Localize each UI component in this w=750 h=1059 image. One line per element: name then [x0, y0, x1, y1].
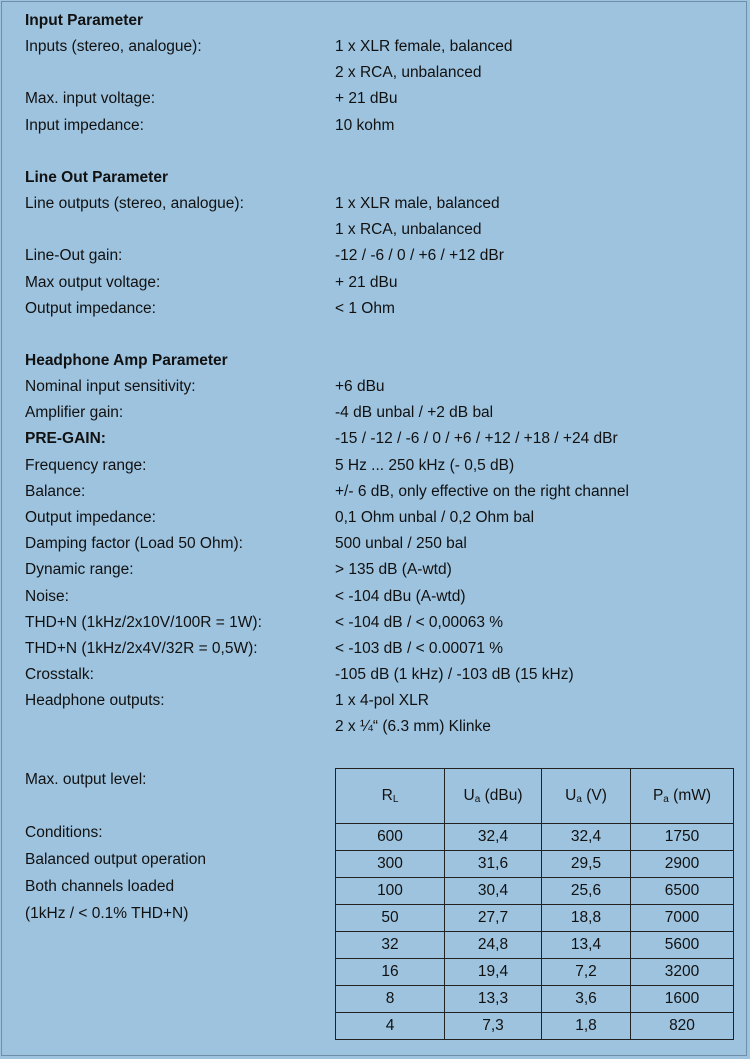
input-section	[25, 8, 725, 139]
table-cell: 32,4	[542, 824, 631, 851]
table-cell: 600	[336, 824, 445, 851]
conditions-line: Balanced output operation	[25, 851, 206, 868]
spec-row	[25, 374, 725, 400]
spec-row	[25, 191, 725, 217]
conditions-block	[25, 819, 325, 927]
spec-label: Dynamic range:	[25, 561, 134, 579]
spec-value: -4 dB unbal / +2 dB bal	[335, 404, 494, 422]
table-cell: 7,3	[445, 1013, 542, 1040]
spec-row	[25, 426, 725, 452]
spec-label: Amplifier gain:	[25, 404, 124, 422]
spec-row	[25, 557, 725, 583]
table-cell: 24,8	[445, 932, 542, 959]
spec-label	[25, 60, 335, 86]
spec-row	[25, 584, 725, 610]
spec-row	[25, 400, 725, 426]
spec-value: +6 dBu	[335, 378, 385, 395]
table-cell: 5600	[631, 932, 734, 959]
table-cell: 7,2	[542, 959, 631, 986]
spec-value: 10 kohm	[335, 116, 395, 134]
output-level-label-block	[25, 766, 325, 793]
table-cell: 32	[336, 932, 445, 959]
table-row	[336, 932, 734, 959]
headphone-section	[25, 348, 725, 741]
spec-value: + 21 dBu	[335, 273, 398, 291]
table-cell: 31,6	[445, 851, 542, 878]
table-cell: 3200	[631, 959, 734, 986]
spec-label: Damping factor (Load 50 Ohm):	[25, 535, 243, 553]
conditions-line: (1kHz / < 0.1% THD+N)	[25, 905, 189, 922]
table-row	[336, 1013, 734, 1040]
header-rl: $R_L$	[336, 769, 445, 824]
spec-value: 1 x XLR male, balanced	[335, 195, 500, 212]
spec-value: -15 / -12 / -6 / 0 / +6 / +12 / +18 / +24 dBr	[335, 430, 618, 448]
table-cell: 29,5	[542, 851, 631, 878]
spec-row	[25, 531, 725, 557]
table-row	[336, 878, 734, 905]
spec-value: < -104 dBu (A-wtd)	[335, 587, 466, 605]
spec-label: Frequency range:	[25, 456, 147, 474]
spec-value: 2 x ¼“ (6.3 mm) Klinke	[335, 718, 491, 736]
headphone-heading: Headphone Amp Parameter	[25, 352, 228, 369]
spec-row	[25, 505, 725, 531]
spec-row	[25, 60, 725, 86]
header-pa-mw: $P_a$ (mW)	[631, 769, 734, 824]
spec-row	[25, 86, 725, 112]
spec-label: Balance:	[25, 482, 86, 500]
spec-row	[25, 34, 725, 60]
table-cell: 7000	[631, 905, 734, 932]
spec-value: 1 x 4-pol XLR	[335, 692, 429, 710]
spec-row	[25, 662, 725, 688]
table-cell: 6500	[631, 878, 734, 905]
spec-value: 2 x RCA, unbalanced	[335, 64, 482, 82]
table-cell: 1600	[631, 986, 734, 1013]
spec-label: Headphone outputs:	[25, 692, 165, 710]
table-cell: 2900	[631, 851, 734, 878]
spec-label	[25, 217, 335, 243]
spec-sheet	[1, 1, 747, 1056]
table-cell: 32,4	[445, 824, 542, 851]
spec-value: -12 / -6 / 0 / +6 / +12 dBr	[335, 247, 504, 265]
spec-row	[25, 270, 725, 296]
spec-label: Line outputs (stereo, analogue):	[25, 195, 244, 212]
spec-value: 0,1 Ohm unbal / 0,2 Ohm bal	[335, 508, 535, 526]
spec-label: Output impedance:	[25, 299, 156, 317]
spec-row	[25, 113, 725, 139]
spec-row	[25, 479, 725, 505]
spec-label: Noise:	[25, 587, 69, 605]
spec-label: Max output voltage:	[25, 273, 161, 291]
spec-row	[25, 636, 725, 662]
spec-value: 5 Hz ... 250 kHz (- 0,5 dB)	[335, 456, 515, 474]
table-cell: 16	[336, 959, 445, 986]
spec-row	[25, 610, 725, 636]
spec-label: THD+N (1kHz/2x10V/100R = 1W):	[25, 613, 262, 631]
table-cell: 13,4	[542, 932, 631, 959]
spec-row	[25, 296, 725, 322]
table-cell: 8	[336, 986, 445, 1013]
table-cell: 30,4	[445, 878, 542, 905]
table-cell: 1750	[631, 824, 734, 851]
spec-value: +/- 6 dB, only effective on the right channel	[335, 482, 629, 500]
spec-value: > 135 dB (A-wtd)	[335, 561, 452, 579]
spec-value: < 1 Ohm	[335, 299, 395, 317]
conditions-line: Both channels loaded	[25, 878, 175, 895]
table-cell: 3,6	[542, 986, 631, 1013]
table-row	[336, 905, 734, 932]
table-row	[336, 851, 734, 878]
output-level-table	[335, 768, 734, 1040]
spec-label: Output impedance:	[25, 508, 156, 526]
spec-row	[25, 714, 725, 740]
spec-label	[25, 714, 335, 740]
spec-label: Crosstalk:	[25, 666, 94, 684]
spec-label: Nominal input sensitivity:	[25, 378, 196, 395]
header-ua-v: $U_a$ (V)	[542, 769, 631, 824]
header-ua-dbu: $U_a$ (dBu)	[445, 769, 542, 824]
table-cell: 1,8	[542, 1013, 631, 1040]
table-row	[336, 824, 734, 851]
spec-label: THD+N (1kHz/2x4V/32R = 0,5W):	[25, 639, 258, 657]
spec-row	[25, 217, 725, 243]
spec-value: + 21 dBu	[335, 90, 398, 108]
spec-label: Line-Out gain:	[25, 247, 123, 265]
lineout-section	[25, 165, 725, 322]
spec-row	[25, 453, 725, 479]
table-row	[336, 959, 734, 986]
lineout-heading: Line Out Parameter	[25, 169, 168, 186]
spec-value: 1 x XLR female, balanced	[335, 38, 513, 55]
spec-value: < -103 dB / < 0.00071 %	[335, 639, 504, 657]
table-cell: 50	[336, 905, 445, 932]
spec-value: -105 dB (1 kHz) / -103 dB (15 kHz)	[335, 666, 574, 684]
table-header-row	[336, 769, 734, 824]
table-cell: 27,7	[445, 905, 542, 932]
spec-label: Max. input voltage:	[25, 90, 156, 108]
spec-value: 1 x RCA, unbalanced	[335, 221, 482, 239]
table-cell: 25,6	[542, 878, 631, 905]
table-cell: 13,3	[445, 986, 542, 1013]
spec-value: 500 unbal / 250 bal	[335, 535, 467, 553]
spec-row	[25, 243, 725, 269]
spec-label: Input impedance:	[25, 116, 144, 134]
output-level-label: Max. output level:	[25, 771, 147, 788]
spec-label: Inputs (stereo, analogue):	[25, 38, 202, 55]
table-row	[336, 986, 734, 1013]
table-cell: 300	[336, 851, 445, 878]
table-cell: 4	[336, 1013, 445, 1040]
spec-row	[25, 688, 725, 714]
pre-gain-label: PRE-GAIN:	[25, 430, 106, 448]
spec-value: < -104 dB / < 0,00063 %	[335, 613, 504, 631]
table-cell: 19,4	[445, 959, 542, 986]
table-cell: 100	[336, 878, 445, 905]
table-cell: 820	[631, 1013, 734, 1040]
conditions-line: Conditions:	[25, 824, 103, 841]
table-cell: 18,8	[542, 905, 631, 932]
input-heading: Input Parameter	[25, 12, 144, 29]
